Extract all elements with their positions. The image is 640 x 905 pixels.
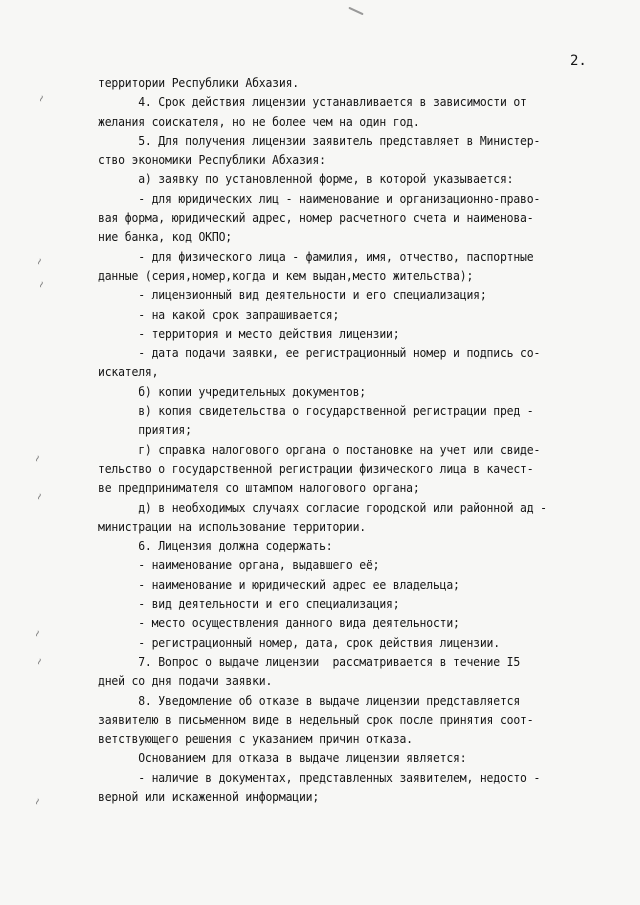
text-line: данные (серия,номер,когда и кем выдан,место жительства);: [98, 268, 474, 283]
text-line: - наименование и юридический адрес ее владельца;: [98, 577, 460, 592]
text-line: - наименование органа, выдавшего её;: [98, 558, 380, 573]
text-line: - наличие в документах, представленных заявителем, недосто -: [98, 770, 541, 785]
text-line: г) справка налогового органа о постановке на учет или свиде-: [98, 442, 541, 457]
text-line: 6. Лицензия должна содержать:: [98, 539, 333, 554]
margin-mark: ~: [32, 491, 47, 502]
text-line: д) в необходимых случаях согласие городской или районной ад -: [98, 500, 547, 515]
text-line: территории Республики Абхазия.: [98, 76, 299, 90]
margin-mark: ~: [32, 656, 47, 667]
text-line: - для юридических лиц - наименование и организационно-право-: [98, 191, 541, 206]
margin-mark: ~: [30, 796, 45, 807]
margin-mark: ~: [34, 93, 49, 104]
text-line: 8. Уведомление об отказе в выдаче лицензии представляется: [98, 693, 521, 708]
text-line: министрации на использование территории.: [98, 519, 366, 534]
margin-mark: ~: [30, 453, 45, 464]
text-line: - для физического лица - фамилия, имя, отчество, паспортные: [98, 249, 534, 264]
text-line: ветствующего решения с указанием причин отказа.: [98, 732, 413, 747]
text-line: - место осуществления данного вида деятельности;: [98, 616, 460, 631]
margin-mark: ~: [30, 628, 45, 639]
scan-speck: [348, 7, 363, 16]
text-line: вая форма, юридический адрес, номер расчетного счета и наименова-: [98, 211, 534, 226]
text-line: - регистрационный номер, дата, срок действия лицензии.: [98, 635, 500, 650]
text-line: 4. Срок действия лицензии устанавливается в зависимости от: [98, 95, 527, 110]
text-line: искателя,: [98, 365, 159, 380]
text-line: - дата подачи заявки, ее регистрационный номер и подпись со-: [98, 346, 541, 361]
text-line: ние банка, код ОКПО;: [98, 230, 232, 245]
text-line: Основанием для отказа в выдаче лицензии является:: [98, 751, 467, 766]
text-line: желания соискателя, но не более чем на один год.: [98, 114, 420, 129]
margin-mark: ~: [32, 256, 47, 267]
text-line: а) заявку по установленной форме, в которой указывается:: [98, 172, 514, 187]
document-body: [98, 74, 608, 807]
text-line: верной или искаженной информации;: [98, 789, 320, 804]
text-line: приятия;: [98, 423, 192, 438]
text-line: в) копия свидетельства о государственной регистрации пред -: [98, 404, 534, 419]
text-line: - лицензионный вид деятельности и его специализация;: [98, 288, 487, 303]
text-line: тельство о государственной регистрации физического лица в качест-: [98, 461, 534, 476]
page-number: 2.: [570, 53, 587, 69]
text-line: б) копии учредительных документов;: [98, 384, 366, 399]
text-line: ве предпринимателя со штампом налогового органа;: [98, 481, 420, 496]
text-line: - вид деятельности и его специализация;: [98, 597, 400, 612]
margin-mark: ~: [34, 279, 49, 290]
text-line: - на какой срок запрашивается;: [98, 307, 340, 322]
text-line: 7. Вопрос о выдаче лицензии рассматривается в течение I5: [98, 654, 521, 669]
text-line: заявителю в письменном виде в недельный срок после принятия соот-: [98, 712, 534, 727]
text-line: дней со дня подачи заявки.: [98, 674, 273, 689]
text-line: - территория и место действия лицензии;: [98, 326, 400, 341]
text-line: 5. Для получения лицензии заявитель представляет в Министер-: [98, 133, 541, 148]
text-line: ство экономики Республики Абхазия:: [98, 153, 326, 168]
